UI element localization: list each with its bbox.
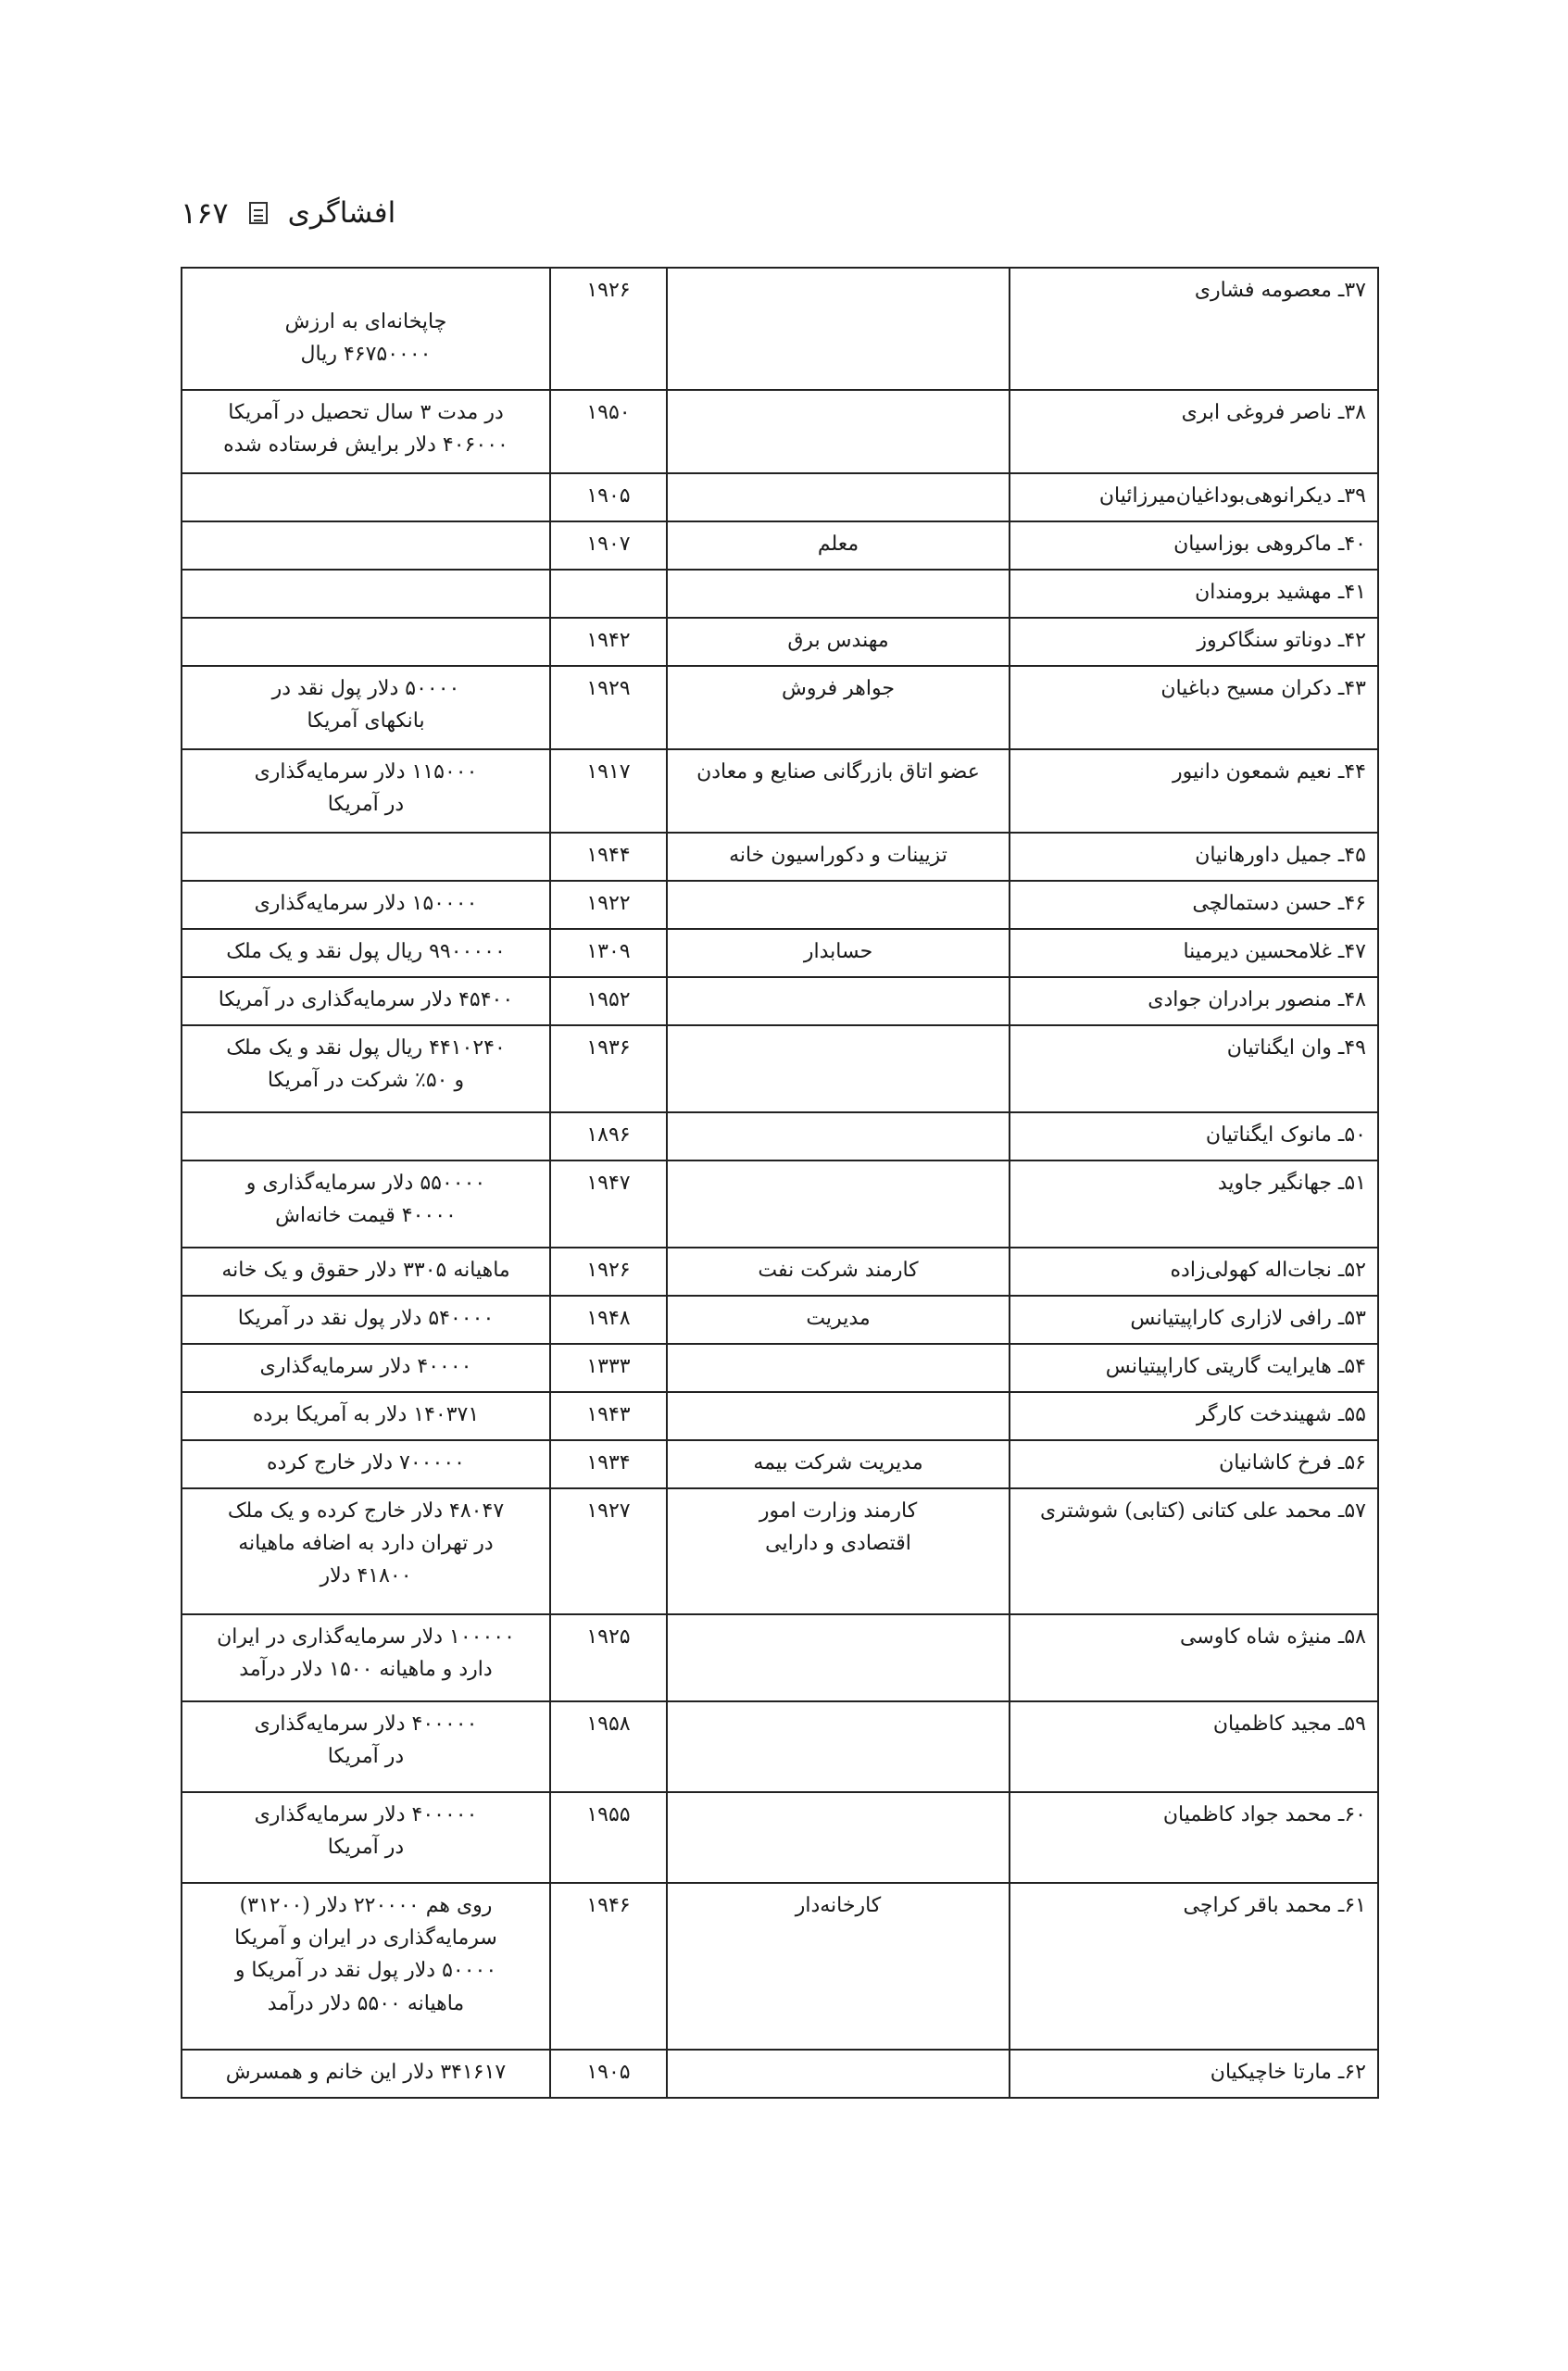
job-cell [667,1614,1010,1701]
table-row [182,618,1378,666]
page-number: ۱۶۷ [181,195,229,231]
assets-line: و ۵۰٪ شرکت در آمریکا [267,1069,465,1093]
job-line: مهندس برق [787,629,889,652]
name-cell: ۴۵ـ جمیل داورهانیان [1010,833,1378,881]
name-cell: ۴۱ـ مهشید برومندان [1010,570,1378,618]
assets-cell [182,1112,550,1160]
assets-line: ۱۴۰۳۷۱ دلار به آمریکا برده [252,1403,480,1426]
year-cell: ۱۳۳۳ [550,1344,667,1392]
assets-line: ماهیانه ۳۳۰۵ دلار حقوق و یک خانه [221,1259,510,1282]
table-row [182,666,1378,749]
job-cell [667,473,1010,521]
table-row [182,749,1378,833]
assets-cell [182,881,550,929]
table-row [182,570,1378,618]
name-cell: ۵۴ـ هایرایت گاریتی کاراپیتیانس [1010,1344,1378,1392]
assets-line: ماهیانه ۵۵۰۰ دلار درآمد [267,1991,465,2015]
table-body [182,268,1378,2098]
job-cell [667,977,1010,1025]
job-cell [667,1883,1010,2050]
job-cell [667,1344,1010,1392]
assets-cell [182,473,550,521]
assets-line: ۱۰۰۰۰۰ دلار سرمایه‌گذاری در ایران [217,1625,515,1649]
page-header [181,190,395,236]
assets-cell [182,1025,550,1112]
assets-line: چاپخانه‌ای به ارزش [284,310,447,333]
assets-line: ۵۰۰۰۰ دلار پول نقد در [271,677,460,700]
assets-line: در مدت ۳ سال تحصیل در آمریکا [228,401,504,424]
assets-line: در آمریکا [327,1836,405,1860]
name-cell: ۴۰ـ ماکروهی بوزاسیان [1010,521,1378,570]
assets-cell [182,1488,550,1614]
job-line: مدیریت شرکت بیمه [753,1451,923,1474]
name-cell: ۳۸ـ ناصر فروغی ابری [1010,390,1378,473]
year-cell: ۱۹۴۸ [550,1296,667,1344]
job-line: کارخانه‌دار [795,1894,882,1917]
name-cell: ۵۷ـ محمد علی کتانی (کتابی) شوشتری [1010,1488,1378,1614]
year-cell: ۱۹۰۵ [550,473,667,521]
assets-line: ۴۴۱۰۲۴۰ ریال پول نقد و یک ملک [226,1036,506,1060]
assets-line: ۴۰۰۰۰۰ دلار سرمایه‌گذاری [254,1803,478,1826]
name-cell: ۵۶ـ فرخ کاشانیان [1010,1440,1378,1488]
year-cell [550,570,667,618]
job-cell [667,1792,1010,1883]
assets-line: ۳۴۱۶۱۷ دلار این خانم و همسرش [225,2061,507,2084]
name-cell: ۴۸ـ منصور برادران جوادی [1010,977,1378,1025]
assets-line: دارد و ماهیانه ۱۵۰۰ دلار درآمد [239,1658,493,1682]
assets-cell [182,977,550,1025]
job-cell [667,1392,1010,1440]
assets-line: ۵۵۰۰۰۰ دلار سرمایه‌گذاری و [245,1172,486,1195]
name-cell: ۳۹ـ دیکرانوهی‌بوداغیان‌میرزائیان [1010,473,1378,521]
table-row [182,881,1378,929]
assets-line: ۱۱۵۰۰۰ دلار سرمایه‌گذاری [254,760,478,784]
table-row [182,1160,1378,1248]
job-cell [667,881,1010,929]
assets-line: ۴۰۰۰۰ دلار سرمایه‌گذاری [259,1355,472,1378]
assets-cell [182,1701,550,1792]
table-row [182,1296,1378,1344]
name-cell: ۴۹ـ وان ایگناتیان [1010,1025,1378,1112]
job-cell [667,1160,1010,1248]
assets-cell [182,390,550,473]
year-cell: ۱۹۵۸ [550,1701,667,1792]
assets-cell [182,929,550,977]
table-row [182,1614,1378,1701]
table-row [182,2050,1378,2098]
assets-cell [182,570,550,618]
job-cell [667,618,1010,666]
table-row [182,1440,1378,1488]
name-cell: ۴۶ـ حسن دستمالچی [1010,881,1378,929]
table-row [182,1344,1378,1392]
assets-line: سرمایه‌گذاری در ایران و آمریکا [234,1926,497,1951]
assets-cell [182,2050,550,2098]
year-cell: ۱۹۲۷ [550,1488,667,1614]
job-cell [667,2050,1010,2098]
year-cell: ۱۹۲۶ [550,268,667,390]
name-cell: ۶۰ـ محمد جواد کاظمیان [1010,1792,1378,1883]
name-cell: ۴۴ـ نعیم شمعون دانیور [1010,749,1378,833]
name-cell: ۵۵ـ شهیندخت کارگر [1010,1392,1378,1440]
table-row [182,390,1378,473]
name-cell: ۶۲ـ مارتا خاچیکیان [1010,2050,1378,2098]
table-row [182,1112,1378,1160]
table-row [182,1392,1378,1440]
job-cell [667,1296,1010,1344]
name-cell: ۳۷ـ معصومه فشاری [1010,268,1378,390]
assets-cell [182,268,550,390]
assets-line: ۴۰۶۰۰۰ دلار برایش فرستاده شده [223,433,508,458]
assets-cell [182,1160,550,1248]
name-cell: ۵۳ـ رافی لازاری کاراپیتیانس [1010,1296,1378,1344]
job-cell [667,929,1010,977]
assets-line: ۴۱۸۰۰ دلار [320,1564,412,1588]
year-cell: ۱۹۴۳ [550,1392,667,1440]
year-cell: ۱۹۵۰ [550,390,667,473]
assets-line: ۴۰۰۰۰۰ دلار سرمایه‌گذاری [254,1712,478,1736]
assets-cell [182,1792,550,1883]
year-cell: ۱۹۱۷ [550,749,667,833]
job-cell [667,1112,1010,1160]
job-cell [667,1025,1010,1112]
assets-line: ۷۰۰۰۰۰ دلار خارج کرده [267,1451,465,1474]
job-line: جواهر فروش [782,677,895,700]
job-cell [667,570,1010,618]
assets-cell [182,1344,550,1392]
assets-cell [182,749,550,833]
job-line: کارمند وزارت امور [759,1499,918,1523]
assets-line: ۴۶۷۵۰۰۰۰ ریال [300,343,432,367]
job-line: عضو اتاق بازرگانی صنایع و معادن [696,760,980,784]
assets-cell [182,1614,550,1701]
name-cell: ۴۳ـ دکران مسیح دباغیان [1010,666,1378,749]
year-cell: ۱۹۲۵ [550,1614,667,1701]
year-cell: ۱۹۵۲ [550,977,667,1025]
document-icon [249,202,268,224]
assets-cell [182,1392,550,1440]
job-line: اقتصادی و دارایی [765,1532,911,1556]
year-cell: ۱۳۰۹ [550,929,667,977]
assets-cell [182,521,550,570]
assets-cell [182,833,550,881]
job-line: مدیریت [806,1307,871,1330]
table-row [182,473,1378,521]
year-cell: ۱۹۴۲ [550,618,667,666]
assets-line: ۴۸۰۴۷ دلار خارج کرده و یک ملک [227,1499,505,1523]
assets-cell [182,666,550,749]
assets-cell [182,1883,550,2050]
job-line: تزیینات و دکوراسیون خانه [729,844,947,867]
data-table [181,267,1379,2099]
job-cell [667,521,1010,570]
job-cell [667,666,1010,749]
assets-cell [182,1440,550,1488]
year-cell: ۱۹۲۲ [550,881,667,929]
table-row [182,1488,1378,1614]
table-row [182,1701,1378,1792]
assets-line: ۵۰۰۰۰ دلار پول نقد در آمریکا و [234,1959,497,1983]
year-cell: ۱۹۳۴ [550,1440,667,1488]
assets-cell [182,1296,550,1344]
assets-line: ۱۵۰۰۰۰ دلار سرمایه‌گذاری [254,892,478,915]
year-cell: ۱۹۴۴ [550,833,667,881]
assets-line: در آمریکا [327,1745,405,1769]
table-row [182,1025,1378,1112]
assets-line: ۴۵۴۰۰ دلار سرمایه‌گذاری در آمریکا [218,988,514,1011]
table-row [182,977,1378,1025]
job-cell [667,1248,1010,1296]
table-row [182,833,1378,881]
job-line: معلم [817,533,859,556]
year-cell: ۱۹۰۵ [550,2050,667,2098]
assets-line: روی هم ۲۲۰۰۰۰ دلار (۳۱۲۰۰) [239,1894,493,1917]
table-row [182,268,1378,390]
book-title: افشاگری [287,196,396,230]
job-cell [667,1701,1010,1792]
name-cell: ۴۲ـ دوناتو سنگاکروز [1010,618,1378,666]
table-row [182,1792,1378,1883]
job-cell [667,1488,1010,1614]
name-cell: ۵۸ـ منیژه شاه کاوسی [1010,1614,1378,1701]
assets-line: ۵۴۰۰۰۰ دلار پول نقد در آمریکا [237,1307,495,1330]
year-cell: ۱۹۵۵ [550,1792,667,1883]
assets-line: ۹۹۰۰۰۰۰ ریال پول نقد و یک ملک [226,940,506,963]
assets-line: ۴۰۰۰۰ قیمت خانه‌اش [275,1204,457,1228]
table-row [182,929,1378,977]
year-cell: ۱۹۲۶ [550,1248,667,1296]
year-cell: ۱۹۰۷ [550,521,667,570]
name-cell: ۴۷ـ غلامحسین دیرمینا [1010,929,1378,977]
table-row [182,521,1378,570]
name-cell: ۵۱ـ جهانگیر جاوید [1010,1160,1378,1248]
job-line: حسابدار [803,940,873,963]
job-cell [667,390,1010,473]
assets-cell [182,618,550,666]
year-cell: ۱۸۹۶ [550,1112,667,1160]
job-cell [667,833,1010,881]
assets-cell [182,1248,550,1296]
job-cell [667,1440,1010,1488]
job-cell [667,268,1010,390]
year-cell: ۱۹۳۶ [550,1025,667,1112]
year-cell: ۱۹۴۷ [550,1160,667,1248]
assets-line: در تهران دارد به اضافه ماهیانه [238,1532,494,1556]
name-cell: ۵۲ـ نجات‌اله کهولی‌زاده [1010,1248,1378,1296]
job-cell [667,749,1010,833]
assets-line: در آمریکا [327,793,405,817]
year-cell: ۱۹۲۹ [550,666,667,749]
name-cell: ۵۰ـ مانوک ایگناتیان [1010,1112,1378,1160]
name-cell: ۵۹ـ مجید کاظمیان [1010,1701,1378,1792]
job-line: کارمند شرکت نفت [758,1259,919,1282]
assets-line: بانکهای آمریکا [307,709,425,734]
year-cell: ۱۹۴۶ [550,1883,667,2050]
name-cell: ۶۱ـ محمد باقر کراچی [1010,1883,1378,2050]
table-row [182,1248,1378,1296]
table-row [182,1883,1378,2050]
